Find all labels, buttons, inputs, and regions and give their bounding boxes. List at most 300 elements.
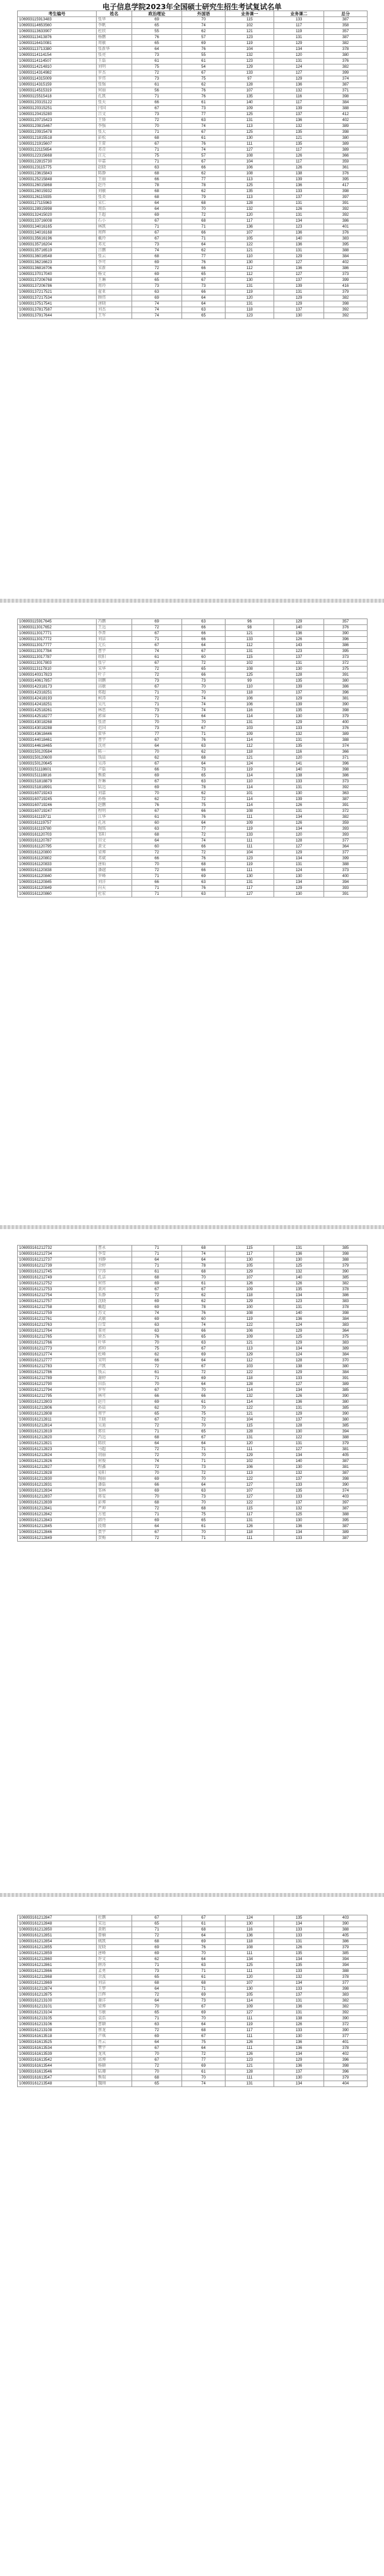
cell-total: 386 bbox=[324, 773, 368, 779]
cell-foreign-language: 62 bbox=[182, 29, 226, 35]
cell-exam-id: 106993161212821 bbox=[18, 1441, 97, 1447]
cell-subject-one: 109 bbox=[226, 1287, 274, 1293]
cell-total: 381 bbox=[324, 1465, 368, 1471]
cell-exam-id: 106993140617857 bbox=[18, 678, 97, 684]
cell-politics: 68 bbox=[132, 1939, 182, 1945]
cell-exam-id: 106993120315251 bbox=[18, 106, 97, 112]
cell-name: 卢凯 bbox=[97, 1364, 132, 1370]
cell-total: 378 bbox=[324, 1305, 368, 1311]
cell-name: 陶丽 bbox=[97, 1477, 132, 1482]
cell-total: 363 bbox=[324, 791, 368, 797]
cell-subject-one: 111 bbox=[226, 2016, 274, 2022]
cell-subject-one: 108 bbox=[226, 1945, 274, 1951]
cell-name: 潘越 bbox=[97, 868, 132, 874]
cell-exam-id: 106993137206786 bbox=[18, 284, 97, 290]
cell-total: 390 bbox=[324, 2028, 368, 2034]
cell-subject-one: 126 bbox=[226, 1524, 274, 1530]
cell-subject-one: 131 bbox=[226, 284, 274, 290]
cell-politics: 72 bbox=[132, 1293, 182, 1299]
table-row bbox=[18, 1299, 368, 1305]
table-row bbox=[18, 171, 368, 177]
cell-name: 唐晓 bbox=[97, 301, 132, 307]
cell-foreign-language: 68 bbox=[182, 218, 226, 224]
page-separator bbox=[0, 1225, 384, 1229]
cell-subject-one: 124 bbox=[226, 761, 274, 767]
cell-exam-id: 106993161212739 bbox=[18, 1263, 97, 1269]
cell-name: 唐峰 bbox=[97, 1951, 132, 1957]
cell-subject-one: 123 bbox=[226, 2058, 274, 2063]
cell-total: 386 bbox=[324, 1939, 368, 1945]
cell-name: 钱晨 bbox=[97, 755, 132, 761]
cell-subject-one: 108 bbox=[226, 1311, 274, 1317]
cell-name: 孟勇 bbox=[97, 1969, 132, 1975]
cell-foreign-language: 73 bbox=[182, 1465, 226, 1471]
cell-exam-id: 106993161120795 bbox=[18, 844, 97, 850]
cell-subject-one: 108 bbox=[226, 667, 274, 672]
cell-politics: 72 bbox=[132, 850, 182, 856]
table-row bbox=[18, 1915, 368, 1921]
cell-subject-two: 130 bbox=[274, 714, 324, 720]
cell-total: 383 bbox=[324, 1323, 368, 1328]
cell-subject-two: 134 bbox=[274, 1293, 324, 1299]
cell-subject-one: 98 bbox=[226, 625, 274, 631]
cell-exam-id: 106993120715423 bbox=[18, 118, 97, 124]
cell-name: 周辉 bbox=[97, 230, 132, 236]
cell-foreign-language: 69 bbox=[182, 2010, 226, 2016]
cell-subject-two: 138 bbox=[274, 2016, 324, 2022]
cell-subject-two: 137 bbox=[274, 2069, 324, 2075]
cell-foreign-language: 64 bbox=[182, 1482, 226, 1488]
cell-total: 390 bbox=[324, 1921, 368, 1927]
cell-name: 黄河 bbox=[97, 1287, 132, 1293]
cell-total: 377 bbox=[324, 850, 368, 856]
cell-subject-two: 120 bbox=[274, 53, 324, 59]
table-row bbox=[18, 2058, 368, 2063]
cell-politics: 62 bbox=[132, 797, 182, 803]
cell-exam-id: 106993161212820 bbox=[18, 1435, 97, 1441]
cell-subject-one: 126 bbox=[226, 1281, 274, 1287]
cell-total: 378 bbox=[324, 1975, 368, 1981]
cell-total: 393 bbox=[324, 832, 368, 838]
cell-total: 397 bbox=[324, 195, 368, 201]
cell-politics: 64 bbox=[132, 1998, 182, 2004]
cell-total: 358 bbox=[324, 23, 368, 29]
cell-name: 李普 bbox=[97, 631, 132, 637]
cell-subject-one: 114 bbox=[226, 1388, 274, 1394]
cell-subject-two: 139 bbox=[274, 702, 324, 708]
cell-exam-id: 106993161212794 bbox=[18, 1388, 97, 1394]
table-row bbox=[18, 690, 368, 696]
cell-subject-two: 131 bbox=[274, 1246, 324, 1251]
cell-exam-id: 106993161212823 bbox=[18, 1447, 97, 1453]
cell-exam-id: 106993120815467 bbox=[18, 124, 97, 130]
cell-subject-one: 117 bbox=[226, 886, 274, 892]
cell-foreign-language: 63 bbox=[182, 1963, 226, 1969]
cell-total: 402 bbox=[324, 260, 368, 266]
cell-foreign-language: 73 bbox=[182, 1494, 226, 1500]
cell-exam-id: 106993121815518 bbox=[18, 136, 97, 141]
cell-subject-one: 105 bbox=[226, 236, 274, 242]
cell-foreign-language: 68 bbox=[182, 862, 226, 868]
cell-total: 385 bbox=[324, 1246, 368, 1251]
cell-politics: 69 bbox=[132, 785, 182, 791]
cell-total: 386 bbox=[324, 218, 368, 224]
table-row bbox=[18, 826, 368, 832]
cell-total: 376 bbox=[324, 59, 368, 64]
cell-name: 刘杰 bbox=[97, 307, 132, 313]
cell-exam-id: 106993161613544 bbox=[18, 2063, 97, 2069]
cell-subject-one: 122 bbox=[226, 1477, 274, 1482]
table-row bbox=[18, 886, 368, 892]
cell-foreign-language: 64 bbox=[182, 1441, 226, 1447]
table-row bbox=[18, 307, 368, 313]
cell-politics: 65 bbox=[132, 41, 182, 47]
cell-politics: 71 bbox=[132, 690, 182, 696]
table-row bbox=[18, 803, 368, 809]
cell-total: 380 bbox=[324, 678, 368, 684]
cell-foreign-language: 69 bbox=[182, 2063, 226, 2069]
cell-subject-two: 131 bbox=[274, 248, 324, 254]
cell-foreign-language: 67 bbox=[182, 1287, 226, 1293]
cell-name: 杨鹏 bbox=[97, 35, 132, 41]
table-row bbox=[18, 1340, 368, 1346]
cell-subject-one: 110 bbox=[226, 684, 274, 690]
table-row bbox=[18, 1275, 368, 1281]
cell-politics: 61 bbox=[132, 1370, 182, 1376]
cell-subject-two: 129 bbox=[274, 1340, 324, 1346]
cell-subject-two: 117 bbox=[274, 23, 324, 29]
table-row bbox=[18, 59, 368, 64]
cell-foreign-language: 73 bbox=[182, 284, 226, 290]
cell-exam-id: 106993161212843 bbox=[18, 1518, 97, 1524]
cell-politics: 73 bbox=[132, 708, 182, 714]
cell-total: 384 bbox=[324, 1370, 368, 1376]
cell-subject-two: 117 bbox=[274, 147, 324, 153]
cell-subject-two: 133 bbox=[274, 1536, 324, 1542]
cell-subject-one: 126 bbox=[226, 2052, 274, 2058]
cell-exam-id: 106993122115654 bbox=[18, 147, 97, 153]
cell-foreign-language: 67 bbox=[182, 649, 226, 655]
cell-subject-one: 129 bbox=[226, 1299, 274, 1305]
cell-total: 373 bbox=[324, 655, 368, 661]
cell-exam-id: 106993161212758 bbox=[18, 1305, 97, 1311]
cell-exam-id: 106993137217534 bbox=[18, 295, 97, 301]
cell-subject-one: 132 bbox=[226, 207, 274, 213]
cell-politics: 64 bbox=[132, 1257, 182, 1263]
cell-foreign-language: 61 bbox=[182, 1975, 226, 1981]
cell-name: 覃宇 bbox=[97, 2046, 132, 2052]
cell-foreign-language: 66 bbox=[182, 625, 226, 631]
cell-subject-two: 130 bbox=[274, 667, 324, 672]
table-row bbox=[18, 2028, 368, 2034]
cell-name: 江华 bbox=[97, 815, 132, 821]
cell-total: 392 bbox=[324, 313, 368, 319]
cell-name: 段翔 bbox=[97, 1524, 132, 1530]
cell-name: 潘磊 bbox=[97, 1482, 132, 1488]
cell-politics: 71 bbox=[132, 874, 182, 880]
cell-politics: 73 bbox=[132, 53, 182, 59]
cell-subject-two: 129 bbox=[274, 696, 324, 702]
cell-name: 杜鹏 bbox=[97, 1915, 132, 1921]
cell-subject-one: 113 bbox=[226, 195, 274, 201]
cell-name: 元长 bbox=[97, 643, 132, 649]
cell-foreign-language: 61 bbox=[182, 1921, 226, 1927]
cell-foreign-language: 68 bbox=[182, 1981, 226, 1986]
cell-exam-id: 106993161212855 bbox=[18, 1945, 97, 1951]
cell-total: 402 bbox=[324, 118, 368, 124]
cell-name: 张宁 bbox=[97, 661, 132, 667]
cell-foreign-language: 70 bbox=[182, 17, 226, 23]
cell-name: 戴玲 bbox=[97, 236, 132, 242]
cell-politics: 68 bbox=[132, 2075, 182, 2081]
table-row bbox=[18, 785, 368, 791]
cell-subject-two: 136 bbox=[274, 2004, 324, 2010]
table-row bbox=[18, 112, 368, 118]
cell-subject-two: 127 bbox=[274, 1382, 324, 1388]
table-row bbox=[18, 1263, 368, 1269]
cell-subject-two: 124 bbox=[274, 1323, 324, 1328]
cell-exam-id: 106993161212732 bbox=[18, 1246, 97, 1251]
cell-total: 403 bbox=[324, 1494, 368, 1500]
cell-subject-one: 109 bbox=[226, 732, 274, 738]
cell-total: 380 bbox=[324, 53, 368, 59]
cell-name: 蒋雯 bbox=[97, 1494, 132, 1500]
cell-politics: 61 bbox=[132, 655, 182, 661]
cell-total: 359 bbox=[324, 159, 368, 165]
cell-total: 389 bbox=[324, 124, 368, 130]
cell-subject-one: 118 bbox=[226, 749, 274, 755]
cell-total: 377 bbox=[324, 2034, 368, 2040]
cell-subject-one: 114 bbox=[226, 738, 274, 744]
cell-exam-id: 106993161212814 bbox=[18, 1423, 97, 1429]
cell-subject-one: 108 bbox=[226, 171, 274, 177]
cell-subject-two: 135 bbox=[274, 708, 324, 714]
table-row bbox=[18, 1939, 368, 1945]
table-row bbox=[18, 637, 368, 643]
cell-name: 姚凯 bbox=[97, 1939, 132, 1945]
cell-subject-one: 130 bbox=[226, 1257, 274, 1263]
cell-subject-one: 119 bbox=[226, 862, 274, 868]
table-row bbox=[18, 1945, 368, 1951]
cell-total: 386 bbox=[324, 266, 368, 272]
cell-foreign-language: 66 bbox=[182, 637, 226, 643]
cell-subject-one: 119 bbox=[226, 290, 274, 295]
cell-exam-id: 106993161212869 bbox=[18, 1981, 97, 1986]
cell-name: 唐灿 bbox=[97, 862, 132, 868]
cell-subject-one: 115 bbox=[226, 17, 274, 23]
cell-name: 程鑫 bbox=[97, 1465, 132, 1471]
cell-name: 何俊 bbox=[97, 1459, 132, 1465]
cell-name: 苏文 bbox=[97, 1311, 132, 1317]
cell-exam-id: 106993160719243 bbox=[18, 791, 97, 797]
cell-exam-id: 106993161212795 bbox=[18, 1394, 97, 1400]
cell-subject-two: 126 bbox=[274, 153, 324, 159]
cell-name: 周宇 bbox=[97, 1411, 132, 1417]
table-row bbox=[18, 1257, 368, 1263]
cell-subject-one: 102 bbox=[226, 1459, 274, 1465]
cell-subject-two: 133 bbox=[274, 189, 324, 195]
cell-subject-one: 128 bbox=[226, 82, 274, 88]
cell-subject-two: 124 bbox=[274, 1352, 324, 1358]
cell-politics: 69 bbox=[132, 1305, 182, 1311]
cell-subject-two: 137 bbox=[274, 1477, 324, 1482]
table-section-4 bbox=[17, 1915, 367, 2087]
cell-subject-two: 137 bbox=[274, 307, 324, 313]
cell-subject-one: 109 bbox=[226, 1334, 274, 1340]
cell-politics: 71 bbox=[132, 1246, 182, 1251]
cell-subject-one: 121 bbox=[226, 631, 274, 637]
cell-politics: 67 bbox=[132, 218, 182, 224]
cell-exam-id: 106993142318251 bbox=[18, 690, 97, 696]
cell-politics: 73 bbox=[132, 112, 182, 118]
cell-politics: 67 bbox=[132, 1915, 182, 1921]
cell-exam-id: 106993137917644 bbox=[18, 313, 97, 319]
cell-exam-id: 106993161212826 bbox=[18, 1459, 97, 1465]
table-row bbox=[18, 714, 368, 720]
cell-subject-one: 106 bbox=[226, 1465, 274, 1471]
cell-total: 390 bbox=[324, 1269, 368, 1275]
cell-total: 391 bbox=[324, 1376, 368, 1382]
cell-exam-id: 106993113413876 bbox=[18, 35, 97, 41]
cell-subject-one: 128 bbox=[226, 201, 274, 207]
cell-total: 374 bbox=[324, 744, 368, 749]
cell-total: 384 bbox=[324, 254, 368, 260]
cell-politics: 67 bbox=[132, 738, 182, 744]
cell-politics: 71 bbox=[132, 94, 182, 100]
cell-name: 刘静 bbox=[97, 1257, 132, 1263]
cell-subject-two: 130 bbox=[274, 892, 324, 897]
cell-name: 张大 bbox=[97, 130, 132, 136]
cell-subject-one: 120 bbox=[226, 213, 274, 218]
cell-name: 程明 bbox=[97, 809, 132, 815]
cell-foreign-language: 65 bbox=[182, 773, 226, 779]
cell-subject-two: 137 bbox=[274, 112, 324, 118]
cell-foreign-language: 55 bbox=[182, 53, 226, 59]
cell-name: 赵鹏 bbox=[97, 803, 132, 809]
cell-subject-one: 122 bbox=[226, 1500, 274, 1506]
cell-name: 韩丹 bbox=[97, 1518, 132, 1524]
table-row bbox=[18, 667, 368, 672]
cell-name: 徐杰 bbox=[97, 1334, 132, 1340]
cell-politics: 70 bbox=[132, 720, 182, 726]
cell-politics: 73 bbox=[132, 284, 182, 290]
cell-politics: 71 bbox=[132, 147, 182, 153]
cell-exam-id: 106993161212749 bbox=[18, 1275, 97, 1281]
cell-name: 石小 bbox=[97, 218, 132, 224]
cell-subject-one: 113 bbox=[226, 177, 274, 183]
cell-total: 396 bbox=[324, 2058, 368, 2063]
cell-total: 398 bbox=[324, 767, 368, 773]
table-row bbox=[18, 821, 368, 826]
cell-total: 386 bbox=[324, 684, 368, 690]
cell-foreign-language: 71 bbox=[182, 1986, 226, 1992]
cell-exam-id: 106993161212849 bbox=[18, 1536, 97, 1542]
cell-total: 398 bbox=[324, 189, 368, 195]
cell-politics: 71 bbox=[132, 886, 182, 892]
cell-total: 387 bbox=[324, 1459, 368, 1465]
cell-name: 宋新 bbox=[97, 266, 132, 272]
cell-politics: 77 bbox=[132, 732, 182, 738]
cell-exam-id: 106993134016168 bbox=[18, 230, 97, 236]
cell-foreign-language: 75 bbox=[182, 1512, 226, 1518]
cell-name: 郭帅 bbox=[97, 1346, 132, 1352]
cell-subject-one: 120 bbox=[226, 295, 274, 301]
cell-subject-two: 129 bbox=[274, 301, 324, 307]
cell-subject-two: 129 bbox=[274, 619, 324, 625]
table-row bbox=[18, 94, 368, 100]
cell-total: 393 bbox=[324, 886, 368, 892]
cell-subject-two: 127 bbox=[274, 70, 324, 76]
cell-total: 389 bbox=[324, 732, 368, 738]
cell-subject-one: 104 bbox=[226, 47, 274, 53]
cell-subject-two: 134 bbox=[274, 2081, 324, 2087]
cell-name: 顾伟 bbox=[97, 295, 132, 301]
cell-exam-id: 106993123615843 bbox=[18, 171, 97, 177]
cell-politics: 70 bbox=[132, 1382, 182, 1388]
cell-name: 王远 bbox=[97, 625, 132, 631]
cell-subject-two: 136 bbox=[274, 118, 324, 124]
cell-subject-two: 133 bbox=[274, 2028, 324, 2034]
cell-foreign-language: 69 bbox=[182, 1376, 226, 1382]
cell-subject-one: 125 bbox=[226, 112, 274, 118]
cell-exam-id: 106993114315009 bbox=[18, 76, 97, 82]
cell-exam-id: 106993161212745 bbox=[18, 1269, 97, 1275]
cell-politics: 74 bbox=[132, 248, 182, 254]
cell-subject-two: 120 bbox=[274, 755, 324, 761]
cell-foreign-language: 70 bbox=[182, 1477, 226, 1482]
cell-subject-one: 107 bbox=[226, 230, 274, 236]
cell-subject-two: 136 bbox=[274, 82, 324, 88]
cell-subject-two: 130 bbox=[274, 1465, 324, 1471]
cell-politics: 69 bbox=[132, 773, 182, 779]
cell-total: 389 bbox=[324, 141, 368, 147]
table-header-row bbox=[18, 11, 368, 17]
table-row bbox=[18, 1981, 368, 1986]
table-row bbox=[18, 1417, 368, 1423]
cell-exam-id: 106993161212766 bbox=[18, 1340, 97, 1346]
cell-total: 388 bbox=[324, 106, 368, 112]
cell-total: 390 bbox=[324, 702, 368, 708]
column-header-exam-id: 考生编号 bbox=[18, 11, 97, 17]
cell-name: 黄文 bbox=[97, 844, 132, 850]
cell-foreign-language: 74 bbox=[182, 696, 226, 702]
cell-total: 387 bbox=[324, 1524, 368, 1530]
cell-foreign-language: 75 bbox=[182, 1411, 226, 1417]
cell-subject-one: 100 bbox=[226, 1305, 274, 1311]
cell-exam-id: 106993128915998 bbox=[18, 207, 97, 213]
cell-name: 张强 bbox=[97, 82, 132, 88]
cell-subject-one: 118 bbox=[226, 1530, 274, 1536]
table-row bbox=[18, 2004, 368, 2010]
table-row bbox=[18, 1471, 368, 1477]
cell-subject-one: 125 bbox=[226, 130, 274, 136]
cell-politics: 60 bbox=[132, 844, 182, 850]
cell-name: 孔冰 bbox=[97, 821, 132, 826]
cell-subject-two: 133 bbox=[274, 1986, 324, 1992]
cell-foreign-language: 57 bbox=[182, 35, 226, 41]
cell-name: 赵晓 bbox=[97, 165, 132, 171]
cell-name: 林思 bbox=[97, 708, 132, 714]
cell-subject-two: 137 bbox=[274, 690, 324, 696]
table-row bbox=[18, 749, 368, 755]
cell-name: 宋远 bbox=[97, 1921, 132, 1927]
cell-total: 395 bbox=[324, 177, 368, 183]
cell-total: 390 bbox=[324, 1482, 368, 1488]
table-row bbox=[18, 230, 368, 236]
cell-foreign-language: 78 bbox=[182, 1263, 226, 1269]
cell-subject-one: 103 bbox=[226, 1364, 274, 1370]
cell-name: 李雪 bbox=[97, 1251, 132, 1257]
